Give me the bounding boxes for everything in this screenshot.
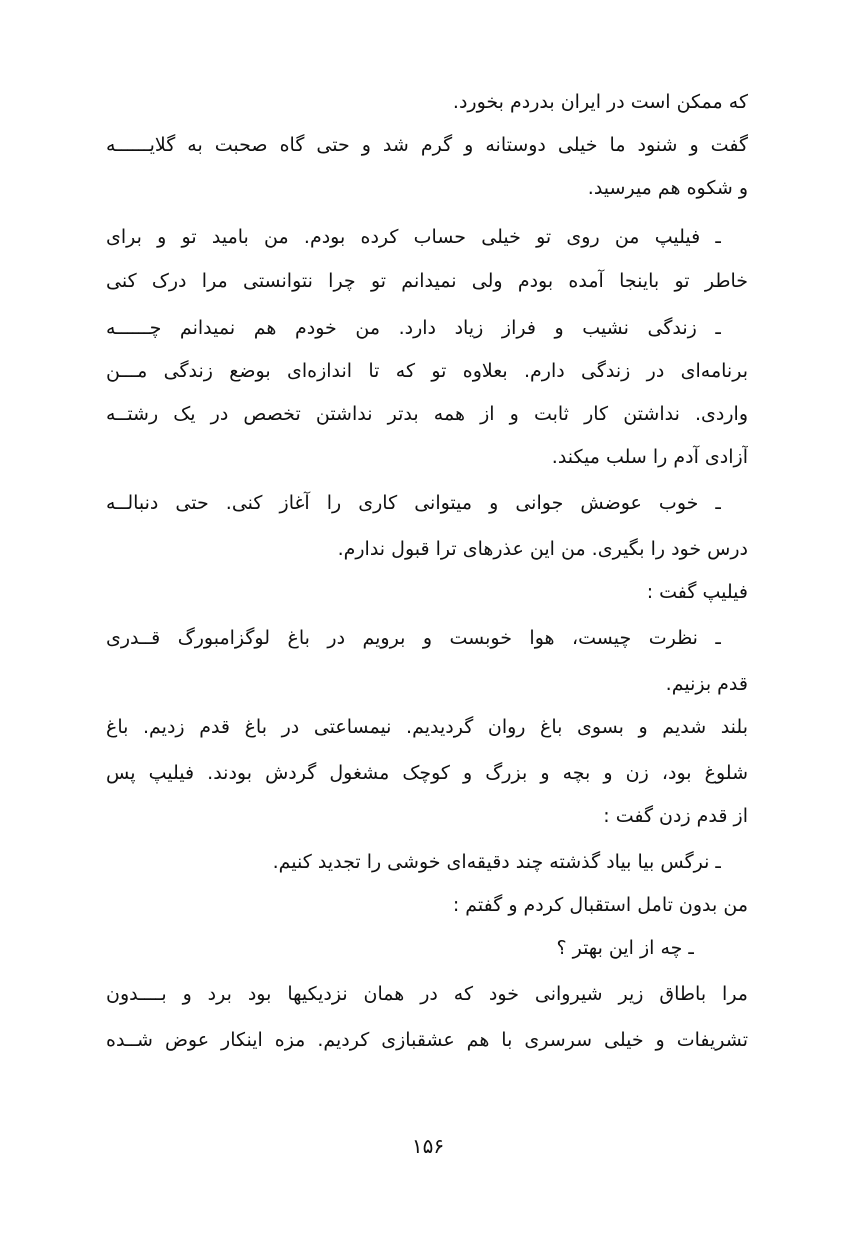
text-line: قدم بزنیم.	[665, 673, 748, 695]
text-line: و شکوه هم میرسید.	[587, 177, 748, 199]
text-line: آزادی آدم را سلب میکند.	[551, 446, 748, 468]
text-line: از قدم زدن گفت :	[603, 805, 748, 827]
text-line: ـ نرگس بیا بیاد گذشته چند دقیقه‌ای خوشی را تجدید کنیم.	[272, 851, 721, 873]
text-line: درس خود را بگیری. من این عذرهای ترا قبول ندارم.	[337, 538, 748, 560]
text-line: ـ فیلیپ من روی تو خیلی حساب کرده بودم. من بامید تو و برای	[106, 226, 721, 248]
text-line: گفت و شنود ما خیلی دوستانه و گرم شد و حتی گاه صحبت به گلایــــــه	[106, 134, 748, 156]
text-line: ـ خوب عوضش جوانی و میتوانی کاری را آغاز کنی. حتی دنبالــه	[106, 492, 721, 514]
text-line: که ممکن است در ایران بدردم بخورد.	[452, 91, 748, 113]
page-number: ۱۵۶	[411, 1134, 445, 1158]
text-line: بلند شدیم و بسوی باغ روان گردیدیم. نیمساعتی در باغ قدم زدیم. باغ	[106, 716, 748, 738]
text-line: تشریفات و خیلی سرسری با هم عشقبازی کردیم. مزه اینکار عوض شــده	[106, 1029, 748, 1051]
text-line: خاطر تو باینجا آمده بودم ولی نمیدانم تو چرا نتوانستی مرا درک کنی	[106, 270, 748, 292]
text-line: ـ چه از این بهتر ؟	[556, 937, 694, 959]
text-line: مرا باطاق زیر شیروانی خود که در همان نزدیکیها بود برد و بــــدون	[106, 983, 748, 1005]
text-line: برنامه‌ای در زندگی دارم. بعلاوه تو که تا اندازه‌ای بوضع زندگی مـــن	[106, 360, 748, 382]
text-line: ـ زندگی نشیب و فراز زیاد دارد. من خودم هم نمیدانم چــــــه	[106, 317, 721, 339]
text-line: واردی. نداشتن کار ثابت و از همه بدتر نداشتن تخصص در یک رشتــه	[106, 403, 748, 425]
text-line: ـ نظرت چیست، هوا خوبست و برویم در باغ لوگزامبورگ قــدری	[106, 627, 721, 649]
text-line: شلوغ بود، زن و بچه و بزرگ و کوچک مشغول گردش بودند. فیلیپ پس	[106, 762, 748, 784]
text-line: من بدون تامل استقبال کردم و گفتم :	[452, 894, 748, 916]
text-line: فیلیپ گفت :	[646, 581, 748, 603]
